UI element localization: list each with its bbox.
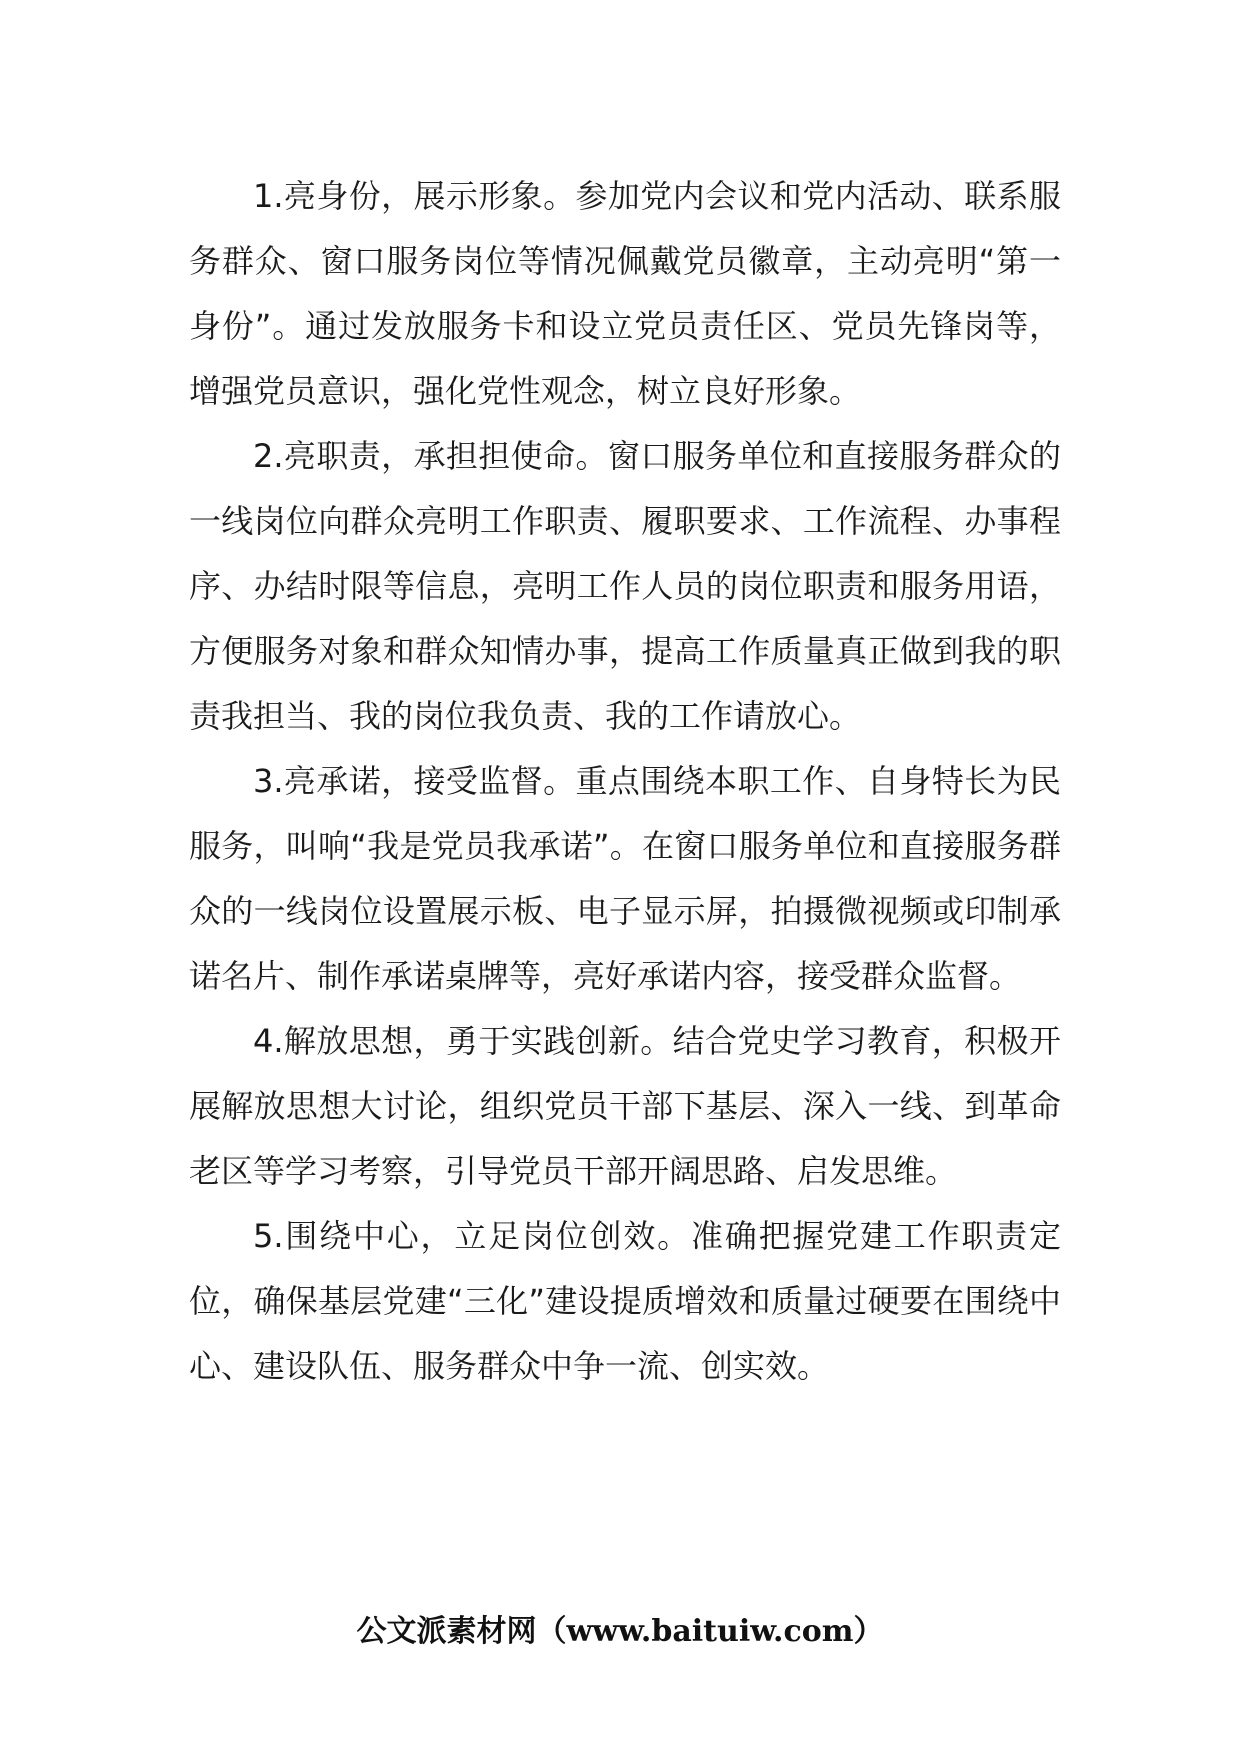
paragraph-5: 5.围绕中心，立足岗位创效。准确把握党建工作职责定位，确保基层党建“三化”建设提质增效和质量过硬要在围绕中心、建设队伍、服务群众中争一流、创实效。 (189, 1217, 1061, 1385)
paragraph-3: 3.亮承诺，接受监督。重点围绕本职工作、自身特长为民服务，叫响“我是党员我承诺”。在窗口服务单位和直接服务群众的一线岗位设置展示板、电子显示屏，拍摄微视频或印制承诺名片、制作承诺桌牌等，亮好承诺内容，接受群众监督。 (189, 762, 1061, 995)
paragraph-2: 2.亮职责，承担担使命。窗口服务单位和直接服务群众的一线岗位向群众亮明工作职责、履职要求、工作流程、办事程序、办结时限等信息，亮明工作人员的岗位职责和服务用语，方便服务对象和群众知情办事，提高工作质量真正做到我的职责我担当、我的岗位我负责、我的工作请放心。 (189, 437, 1061, 735)
document-body (189, 164, 1061, 1399)
paragraph-1: 1.亮身份，展示形象。参加党内会议和党内活动、联系服务群众、窗口服务岗位等情况佩戴党员徽章，主动亮明“第一身份”。通过发放服务卡和设立党员责任区、党员先锋岗等，增强党员意识，强化党性观念，树立良好形象。 (189, 177, 1061, 410)
footer-watermark: 公文派素材网（www.baituiw.com） (356, 1614, 884, 1649)
paragraph-4: 4.解放思想，勇于实践创新。结合党史学习教育，积极开展解放思想大讨论，组织党员干部下基层、深入一线、到革命老区等学习考察，引导党员干部开阔思路、启发思维。 (189, 1022, 1061, 1190)
